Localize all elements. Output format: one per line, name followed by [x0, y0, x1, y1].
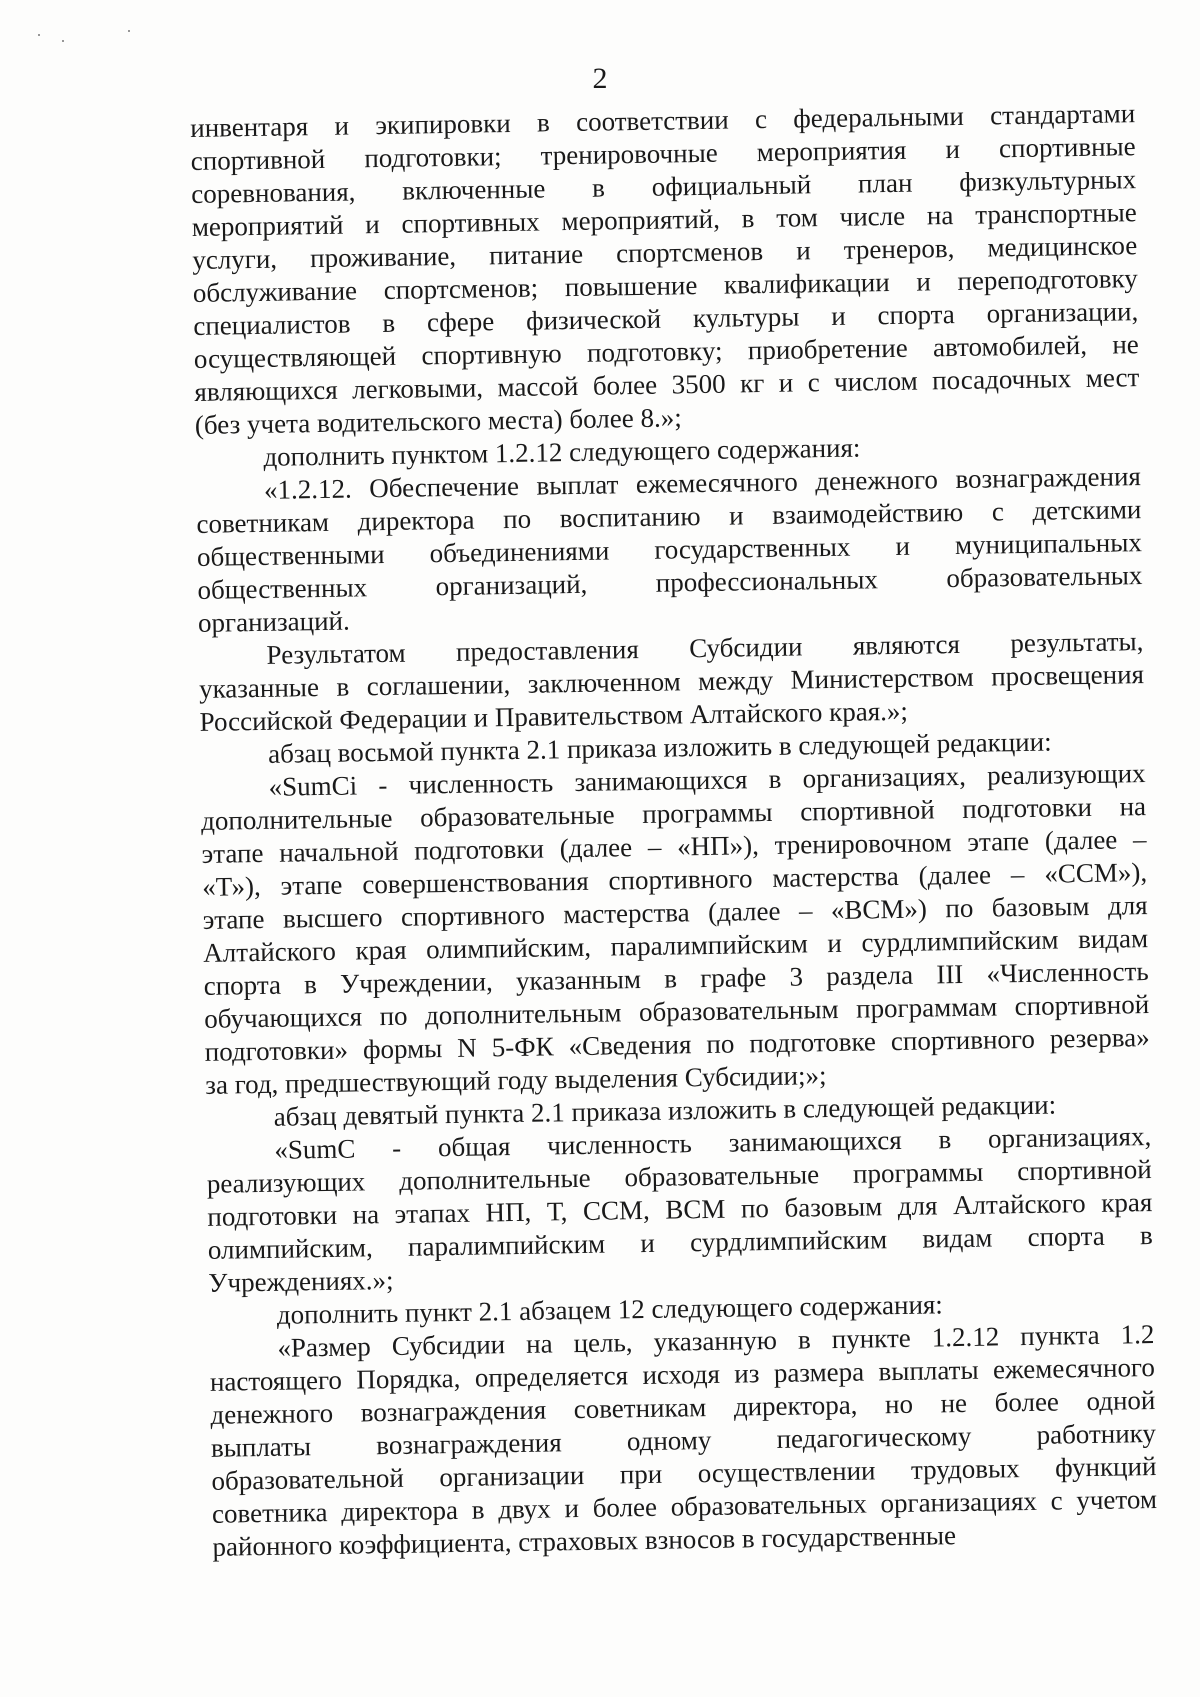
text-line: соревнования, включенные в официальный план физкультурных	[191, 164, 1137, 209]
text-line: районного коэффициента, страховых взносов в государственные	[212, 1520, 957, 1562]
text-line: подготовки на этапах НП, Т, ССМ, ВСМ по базовым для Алтайского края	[207, 1187, 1153, 1232]
text-line: осуществляющей спортивную подготовку; приобретение автомобилей, не	[193, 329, 1139, 374]
text-line: спортивной подготовки; тренировочные мероприятия и спортивные	[190, 131, 1136, 176]
text-line: за год, предшествующий году выделения Субсидии;»;	[205, 1060, 827, 1100]
text-line: «SumCi - численность занимающихся в организациях, реализующих	[268, 758, 1146, 802]
text-line: абзац девятый пункта 2.1 приказа изложить в следующей редакции:	[273, 1089, 1057, 1132]
text-line: общественных организаций, профессиональных образовательных	[197, 560, 1143, 605]
text-line: дополнить пункт 2.1 абзацем 12 следующего содержания:	[276, 1289, 944, 1330]
page-number: 2	[592, 62, 608, 95]
text-line: этапе высшего спортивного мастерства (далее – «ВСМ») по базовым для	[202, 890, 1148, 935]
document-body	[190, 97, 1158, 1564]
text-line: организаций.	[197, 605, 350, 638]
text-line: мероприятий и спортивных мероприятий, в том числе на транспортные	[191, 197, 1137, 242]
paragraph	[209, 1318, 1158, 1564]
text-line: «SumC - общая численность занимающихся в организациях,	[274, 1121, 1152, 1165]
text-line: абзац восьмой пункта 2.1 приказа изложить в следующей редакции:	[267, 726, 1052, 769]
text-line: подготовки» формы N 5-ФК «Сведения по подготовке спортивного резерва»	[204, 1022, 1150, 1067]
scan-speck	[62, 40, 64, 42]
text-line: настоящего Порядка, определяется исходя из размера выплаты ежемесячного	[209, 1352, 1156, 1397]
text-line: «Размер Субсидии на цель, указанную в пункте 1.2.12 пункта 1.2	[277, 1319, 1155, 1363]
text-line: Алтайского края олимпийским, паралимпийским и сурдлимпийским видам	[202, 923, 1149, 968]
text-line: дополнить пунктом 1.2.12 следующего содержания:	[263, 432, 861, 472]
text-line: общественными объединениями государственных и муниципальных	[196, 527, 1143, 572]
paragraph	[190, 97, 1140, 442]
text-line: обслуживание спортсменов; повышение квалификации и переподготовку	[192, 263, 1138, 308]
text-line: являющихся легковыми, массой более 3500 кг и с числом посадочных мест	[194, 362, 1140, 407]
text-line: (без учета водительского места) более 8.»;	[194, 402, 682, 440]
text-line: выплаты вознаграждения одному педагогическому работнику	[210, 1417, 1157, 1463]
paragraph	[198, 625, 1144, 739]
text-line: денежного вознаграждения советникам директора, но не более одной	[210, 1384, 1156, 1430]
paragraph	[196, 460, 1143, 640]
text-line: реализующих дополнительные образовательные программы спортивной	[206, 1154, 1152, 1199]
text-line: дополнительные образовательные программы спортивной подготовки на	[200, 791, 1147, 836]
text-line: Российской Федерации и Правительством Алтайского края.»;	[199, 695, 909, 737]
text-line: советника директора в двух и более образовательных организациях с учетом	[211, 1483, 1158, 1529]
text-line: инвентаря и экипировки в соответствии с федеральными стандартами	[190, 98, 1136, 143]
scan-speck	[128, 30, 130, 32]
text-line: Результатом предоставления Субсидии являются результаты,	[266, 626, 1144, 670]
paragraph	[206, 1120, 1153, 1300]
text-line: советникам директора по воспитанию и взаимодействию с детскими	[196, 494, 1142, 539]
text-line: Учреждениях.»;	[208, 1264, 394, 1298]
text-line: «1.2.12. Обеспечение выплат ежемесячного денежного вознаграждения	[263, 461, 1142, 505]
text-line: указанные в соглашении, заключенном между Министерством просвещения	[198, 659, 1145, 704]
paragraph	[200, 757, 1150, 1102]
text-line: услуги, проживание, питание спортсменов и тренеров, медицинское	[192, 230, 1138, 275]
text-line: «Т»), этапе совершенствования спортивного мастерства (далее – «ССМ»),	[201, 857, 1148, 902]
text-line: образовательной организации при осуществлении трудовых функций	[211, 1450, 1157, 1496]
text-line: спорта в Учреждении, указанным в графе 3 раздела III «Численность	[203, 956, 1149, 1001]
text-line: обучающихся по дополнительным образовательным программам спортивной	[204, 989, 1150, 1034]
text-line: специалистов в сфере физической культуры и спорта организации,	[193, 296, 1139, 341]
text-line: олимпийским, паралимпийским и сурдлимпийским видам спорта в	[207, 1220, 1153, 1265]
text-line: этапе начальной подготовки (далее – «НП»), тренировочном этапе (далее –	[201, 824, 1147, 869]
scan-speck	[38, 34, 40, 36]
